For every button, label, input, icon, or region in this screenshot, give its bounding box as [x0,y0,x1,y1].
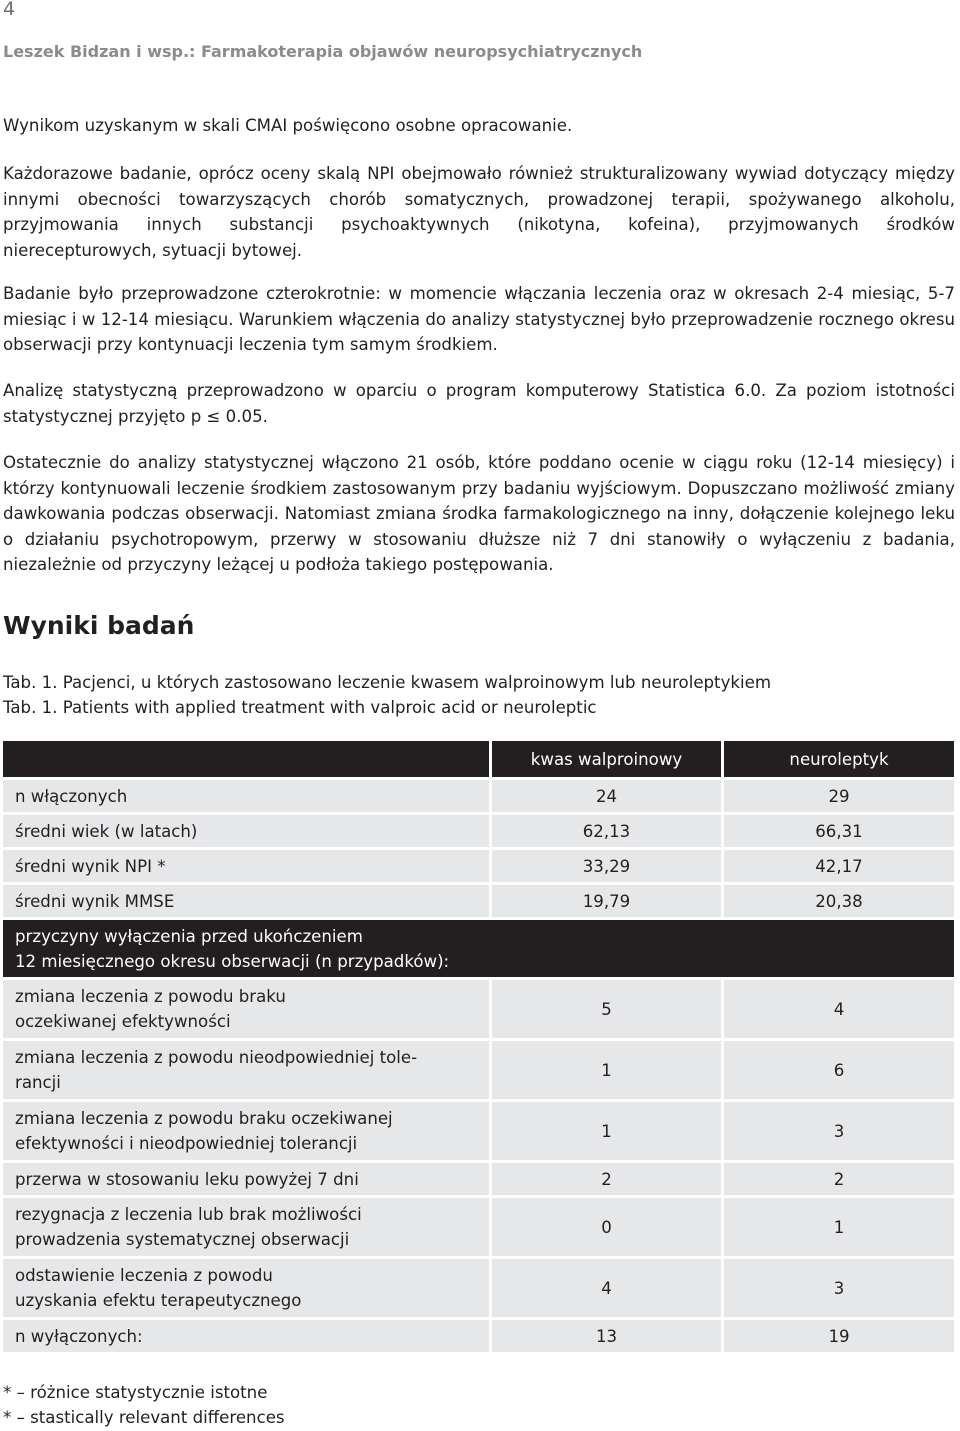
table-header-row [3,741,954,777]
cell-neuroleptic: 3 [721,1102,954,1160]
col-header-valproic: kwas walproinowy [489,741,721,777]
cell-neuroleptic: 19 [721,1320,954,1352]
table-row [3,780,954,812]
table-header-blank [3,741,489,777]
row-label: przerwa w stosowaniu leku powyżej 7 dni [3,1163,489,1195]
paragraph-schedule: Badanie było przeprowadzone czterokrotnie: w momencie włączania leczenia oraz w okresach 2-4 miesiąc, 5-7 miesiąc i w 12-14 miesiącu. Warunkiem włączenia do analizy statystycznej było przeprowadzenie rocznego okresu obserwacji przy kontynuacji leczenia tym samym środkiem. [3,284,955,354]
row-label: n włączonych [3,780,489,812]
section-label [3,920,954,977]
cell-valproic: 62,13 [489,815,721,847]
cell-neuroleptic: 3 [721,1259,954,1317]
cell-neuroleptic: 29 [721,780,954,812]
table-caption-en: Tab. 1. Patients with applied treatment with valproic acid or neuroleptic [3,698,597,717]
table-total-row [3,1320,954,1352]
table-row [3,885,954,917]
paragraph-cmai: Wynikom uzyskanym w skali CMAI poświęcono osobne opracowanie. [3,116,573,135]
row-label-line1: odstawienie leczenia z powodu [15,1266,273,1285]
cell-valproic: 19,79 [489,885,721,917]
row-label-line1: rezygnacja z leczenia lub brak możliwości [15,1205,362,1224]
table-row [3,815,954,847]
cell-valproic: 1 [489,1041,721,1099]
running-header-title: Farmakoterapia objawów neuropsychiatrycznych [201,42,643,61]
cell-valproic: 33,29 [489,850,721,882]
running-header [3,42,642,61]
paragraph-statistics: Analizę statystyczną przeprowadzono w oparciu o program komputerowy Statistica 6.0. Za poziom istotności statystycznej przyjęto p ≤ 0.05. [3,381,955,426]
cell-neuroleptic: 2 [721,1163,954,1195]
table-row [3,1041,954,1099]
table-row [3,1163,954,1195]
page-number: 4 [3,0,16,20]
cell-valproic: 0 [489,1198,721,1256]
row-label-line1: zmiana leczenia z powodu braku [15,987,286,1006]
row-label-line2: rancji [15,1073,61,1092]
row-label: średni wynik MMSE [3,885,489,917]
table-caption-pl: Tab. 1. Pacjenci, u których zastosowano leczenie kwasem walproinowym lub neuroleptykiem [3,673,771,692]
table-row [3,850,954,882]
section-label-line1: przyczyny wyłączenia przed ukończeniem [15,926,363,946]
table-row [3,1259,954,1317]
row-label [3,1041,489,1099]
cell-neuroleptic: 42,17 [721,850,954,882]
cell-neuroleptic: 20,38 [721,885,954,917]
table-row [3,980,954,1038]
cell-neuroleptic: 6 [721,1041,954,1099]
row-label [3,1198,489,1256]
running-header-author: Leszek Bidzan i wsp.: [3,42,196,61]
row-label [3,980,489,1038]
section-title: Wyniki badań [3,611,195,640]
paragraph-final-sample: Ostatecznie do analizy statystycznej włączono 21 osób, które poddano ocenie w ciągu roku (12-14 miesięcy) i którzy kontynuowali leczenie środkiem zastosowanym przy badaniu wyjściowym. Dopuszczano możliwość zmiany dawkowania podczas obserwacji. Natomiast zmiana środka farmakologicznego na inny, dołączenie kolejnego leku o działaniu psychotropowym, przerwy w stosowaniu dłuższe niż 7 dni stanowiły o wyłączeniu z badania, niezależnie od przyczyny leżącej u podłoża takiego postępowania. [3,453,955,574]
table-section-row [3,920,954,977]
row-label-line2: uzyskania efektu terapeutycznego [15,1291,302,1310]
row-label-line2: efektywności i nieodpowiedniej tolerancji [15,1134,358,1153]
footnote-pl: * – różnice statystycznie istotne [3,1383,268,1402]
cell-neuroleptic: 1 [721,1198,954,1256]
cell-neuroleptic: 4 [721,980,954,1038]
cell-valproic: 1 [489,1102,721,1160]
cell-valproic: 5 [489,980,721,1038]
cell-valproic: 2 [489,1163,721,1195]
row-label: średni wiek (w latach) [3,815,489,847]
col-header-neuroleptic: neuroleptyk [721,741,954,777]
section-label-line2: 12 miesięcznego okresu obserwacji (n przypadków): [15,951,450,971]
cell-valproic: 13 [489,1320,721,1352]
table-row [3,1198,954,1256]
row-label-line2: oczekiwanej efektywności [15,1012,231,1031]
footnote-en: * – stastically relevant differences [3,1408,285,1427]
row-label-line1: zmiana leczenia z powodu braku oczekiwanej [15,1109,393,1128]
paragraph-interview: Każdorazowe badanie, oprócz oceny skalą NPI obejmowało również strukturalizowany wywiad dotyczący między innymi obecności towarzyszących chorób somatycznych, prowadzonej terapii, spożywanego alkoholu, przyjmowania innych substancji psychoaktywnych (nikotyna, kofeina), przyjmowanych środków nierecepturowych, sytuacji bytowej. [3,164,955,260]
row-label: n wyłączonych: [3,1320,489,1352]
cell-neuroleptic: 66,31 [721,815,954,847]
row-label [3,1102,489,1160]
results-table [3,738,954,1355]
row-label: średni wynik NPI * [3,850,489,882]
cell-valproic: 4 [489,1259,721,1317]
row-label-line2: prowadzenia systematycznej obserwacji [15,1230,350,1249]
row-label [3,1259,489,1317]
table-row [3,1102,954,1160]
row-label-line1: zmiana leczenia z powodu nieodpowiedniej tole- [15,1048,418,1067]
cell-valproic: 24 [489,780,721,812]
